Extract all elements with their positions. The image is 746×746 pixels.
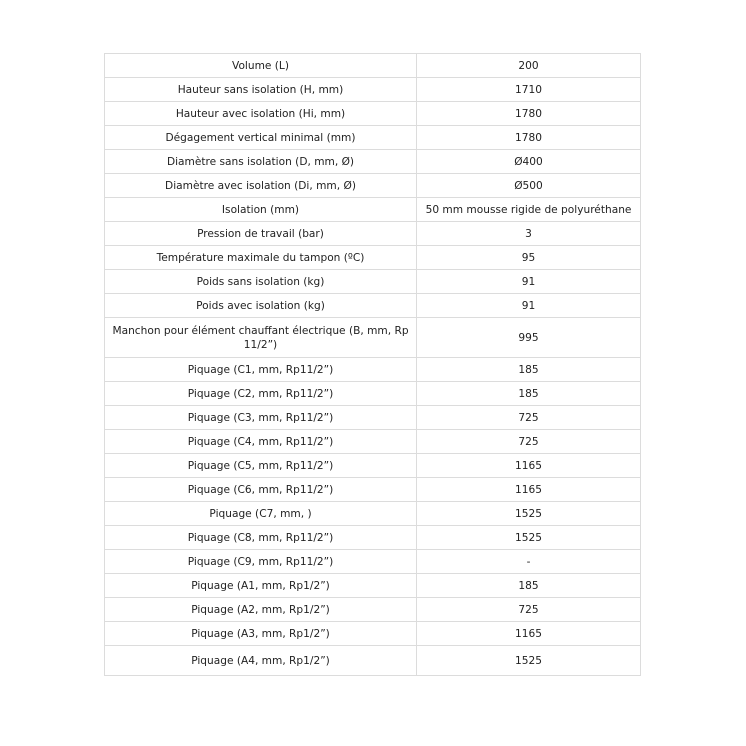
row-label: Piquage (C5, mm, Rp11/2”) <box>105 454 417 478</box>
row-value: 1165 <box>417 454 641 478</box>
row-label: Piquage (A2, mm, Rp1/2”) <box>105 598 417 622</box>
table-row <box>105 150 641 174</box>
table-row <box>105 54 641 78</box>
table-row <box>105 358 641 382</box>
table-row <box>105 550 641 574</box>
row-label: Poids avec isolation (kg) <box>105 294 417 318</box>
table-row <box>105 126 641 150</box>
row-label: Piquage (A4, mm, Rp1/2”) <box>105 646 417 676</box>
table-row <box>105 318 641 358</box>
row-value: 91 <box>417 294 641 318</box>
row-label: Piquage (C3, mm, Rp11/2”) <box>105 406 417 430</box>
row-value: Ø500 <box>417 174 641 198</box>
row-label: Piquage (C2, mm, Rp11/2”) <box>105 382 417 406</box>
table-row <box>105 622 641 646</box>
row-value: 185 <box>417 382 641 406</box>
table-row <box>105 294 641 318</box>
table-row <box>105 198 641 222</box>
row-value: Ø400 <box>417 150 641 174</box>
row-value: 995 <box>417 318 641 358</box>
row-value: 200 <box>417 54 641 78</box>
row-label: Piquage (C6, mm, Rp11/2”) <box>105 478 417 502</box>
row-label: Hauteur sans isolation (H, mm) <box>105 78 417 102</box>
table-row <box>105 574 641 598</box>
row-value: 50 mm mousse rigide de polyuréthane <box>417 198 641 222</box>
row-label: Pression de travail (bar) <box>105 222 417 246</box>
row-value: 725 <box>417 598 641 622</box>
table-row <box>105 598 641 622</box>
row-value: 1165 <box>417 478 641 502</box>
row-value: 185 <box>417 358 641 382</box>
row-label: Manchon pour élément chauffant électrique (B, mm, Rp 11/2”) <box>105 318 417 358</box>
row-value: 1525 <box>417 646 641 676</box>
row-label: Piquage (C4, mm, Rp11/2”) <box>105 430 417 454</box>
table-row <box>105 174 641 198</box>
row-label: Piquage (A3, mm, Rp1/2”) <box>105 622 417 646</box>
row-label: Piquage (C9, mm, Rp11/2”) <box>105 550 417 574</box>
row-label: Diamètre avec isolation (Di, mm, Ø) <box>105 174 417 198</box>
row-value: 1780 <box>417 126 641 150</box>
table-row <box>105 270 641 294</box>
table-row <box>105 430 641 454</box>
row-value: 725 <box>417 406 641 430</box>
row-value: 1780 <box>417 102 641 126</box>
table-row <box>105 502 641 526</box>
row-label: Piquage (C1, mm, Rp11/2”) <box>105 358 417 382</box>
table-row <box>105 646 641 676</box>
row-label: Isolation (mm) <box>105 198 417 222</box>
table-row <box>105 526 641 550</box>
table-row <box>105 454 641 478</box>
row-value: 725 <box>417 430 641 454</box>
table-row <box>105 78 641 102</box>
row-label: Piquage (C7, mm, ) <box>105 502 417 526</box>
row-value: 3 <box>417 222 641 246</box>
row-label: Poids sans isolation (kg) <box>105 270 417 294</box>
table-row <box>105 382 641 406</box>
row-label: Température maximale du tampon (ºC) <box>105 246 417 270</box>
spec-table <box>104 53 641 676</box>
row-label: Piquage (A1, mm, Rp1/2”) <box>105 574 417 598</box>
row-value: 1165 <box>417 622 641 646</box>
table-row <box>105 406 641 430</box>
row-label: Hauteur avec isolation (Hi, mm) <box>105 102 417 126</box>
row-value: 1525 <box>417 526 641 550</box>
row-value: 1710 <box>417 78 641 102</box>
row-value: - <box>417 550 641 574</box>
row-value: 91 <box>417 270 641 294</box>
row-label: Piquage (C8, mm, Rp11/2”) <box>105 526 417 550</box>
table-row <box>105 246 641 270</box>
row-value: 1525 <box>417 502 641 526</box>
table-row <box>105 222 641 246</box>
row-label: Diamètre sans isolation (D, mm, Ø) <box>105 150 417 174</box>
spec-table-body <box>105 54 641 676</box>
row-label: Volume (L) <box>105 54 417 78</box>
table-row <box>105 478 641 502</box>
table-row <box>105 102 641 126</box>
row-value: 185 <box>417 574 641 598</box>
row-label: Dégagement vertical minimal (mm) <box>105 126 417 150</box>
row-value: 95 <box>417 246 641 270</box>
